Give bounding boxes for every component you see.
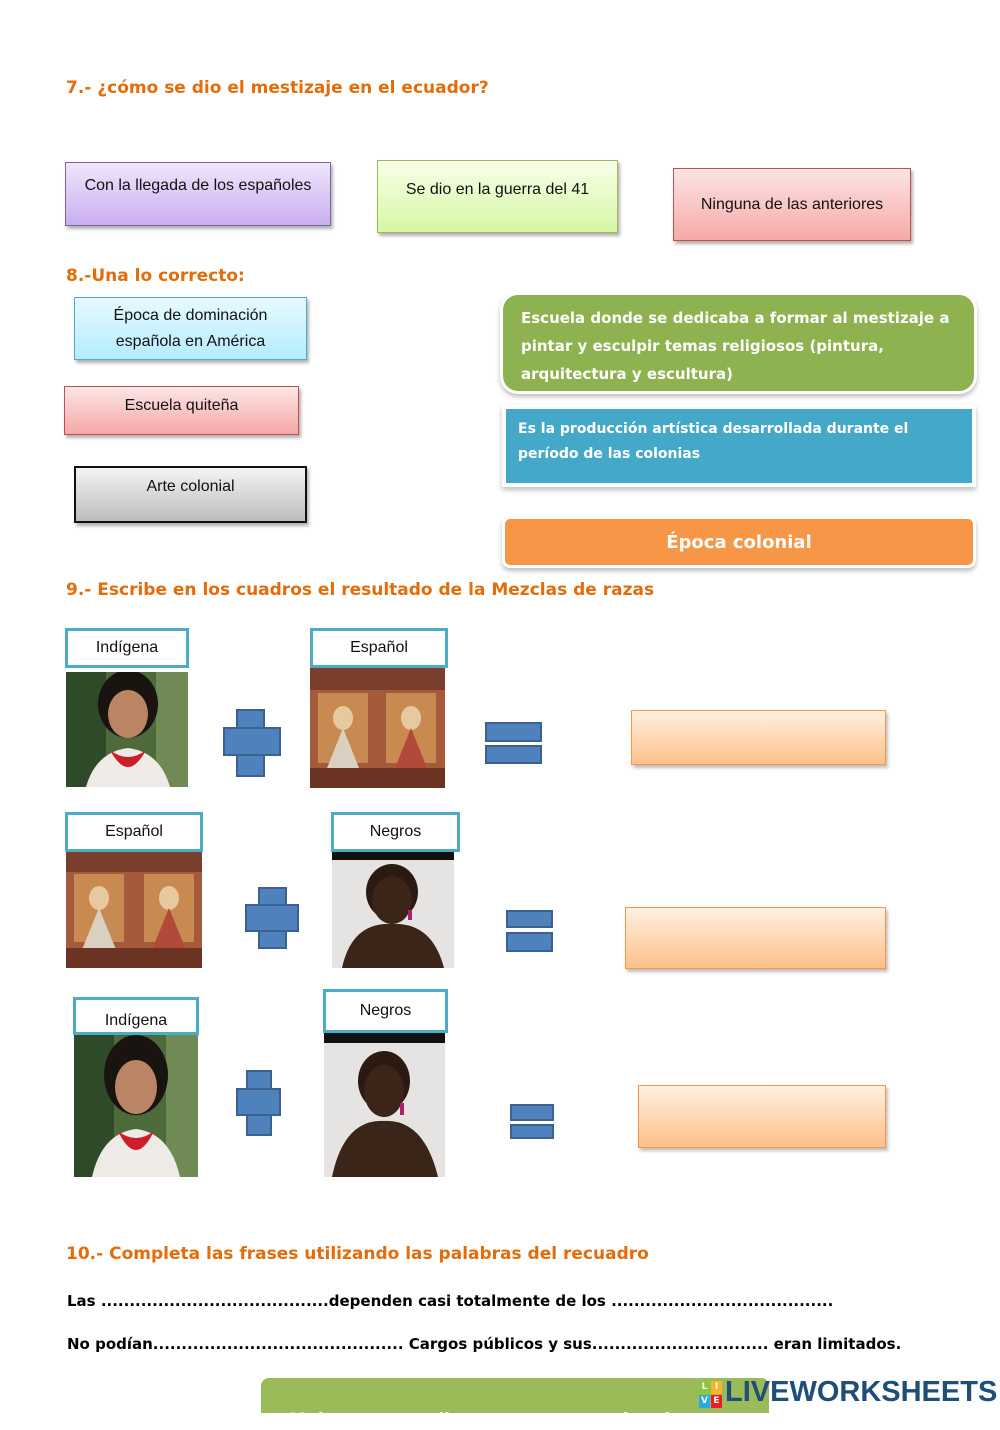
q8-left-label: Arte colonial [146, 478, 235, 495]
q8-left-arte-colonial[interactable] [74, 466, 307, 523]
plus-sign-icon [245, 904, 299, 932]
equals-sign-icon [510, 1104, 554, 1121]
equals-sign-icon [506, 932, 553, 952]
q8-right-epoca-colonial[interactable] [502, 516, 976, 568]
spanish-kings-painting [66, 852, 202, 968]
q7-option-war-41[interactable] [377, 160, 618, 233]
q8-right-label: Escuela donde se dedicaba a formar al mestizaje a pintar y esculpir temas religiosos (pintura, arquitectura y escultura) [521, 309, 950, 383]
q7-option-label: Con la llegada de los españoles [84, 177, 312, 194]
q8-right-arte-definition[interactable] [502, 405, 976, 487]
question-8-title: 8.-Una lo correcto: [66, 266, 245, 286]
row2-label-espanol: Español [65, 812, 203, 852]
african-woman-photo [324, 1033, 445, 1177]
plus-sign-icon [223, 727, 281, 756]
question-10-title: 10.- Completa las frases utilizando las palabras del recuadro [66, 1244, 649, 1264]
row3-label-indigena: Indígena [73, 997, 199, 1035]
q8-left-label: Escuela quiteña [124, 397, 239, 414]
sentence-2: No podían............................................ Cargos públicos y sus............................... eran limitados. [67, 1335, 902, 1353]
q8-left-escuela-quitena[interactable] [64, 386, 299, 435]
equals-sign-icon [506, 910, 553, 928]
question-7-title: 7.- ¿cómo se dio el mestizaje en el ecuador? [66, 78, 489, 98]
q8-right-label: Es la producción artística desarrollada durante el período de las colonias [518, 421, 909, 462]
equals-sign-icon [510, 1124, 554, 1139]
q7-option-none[interactable] [673, 168, 911, 241]
plus-sign-icon [236, 1088, 281, 1116]
row1-label-espanol: Español [310, 628, 448, 668]
row3-label-negros: Negros [323, 989, 448, 1033]
word-bank-text: Mujeres - estudios - ocupar - hombres [288, 1410, 707, 1430]
sentence-1: Las ........................................dependen casi totalmente de los ....................................... [67, 1292, 834, 1310]
row1-label-indigena: Indígena [65, 628, 189, 668]
answer-box-zambo[interactable] [638, 1085, 886, 1148]
q8-right-label: Época colonial [666, 531, 812, 553]
equals-sign-icon [485, 745, 542, 764]
liveworksheets-logo [699, 1376, 999, 1413]
answer-box-mulato[interactable] [625, 907, 886, 969]
question-9-title: 9.- Escribe en los cuadros el resultado de la Mezclas de razas [66, 580, 655, 600]
liveworksheets-wordmark: LIVEWORKSHEETS [725, 1376, 998, 1408]
live-badge-icon: L I V E [699, 1381, 723, 1409]
q7-option-label: Se dio en la guerra del 41 [405, 181, 590, 198]
equals-sign-icon [485, 722, 542, 742]
answer-box-mestizo[interactable] [631, 710, 886, 765]
african-woman-photo [332, 852, 454, 968]
q7-option-spaniards-arrival[interactable] [65, 162, 331, 226]
q7-option-label: Ninguna de las anteriores [700, 195, 884, 213]
word-bank [261, 1378, 769, 1430]
q8-left-label: Época de dominación española en América [113, 306, 268, 350]
q8-left-spanish-domination[interactable] [74, 297, 307, 360]
q8-right-escuela-definition[interactable] [500, 292, 977, 394]
row2-label-negros: Negros [331, 812, 460, 852]
spanish-kings-painting [310, 668, 445, 788]
indigenous-woman-photo [66, 672, 188, 787]
indigenous-woman-photo [74, 1035, 198, 1177]
